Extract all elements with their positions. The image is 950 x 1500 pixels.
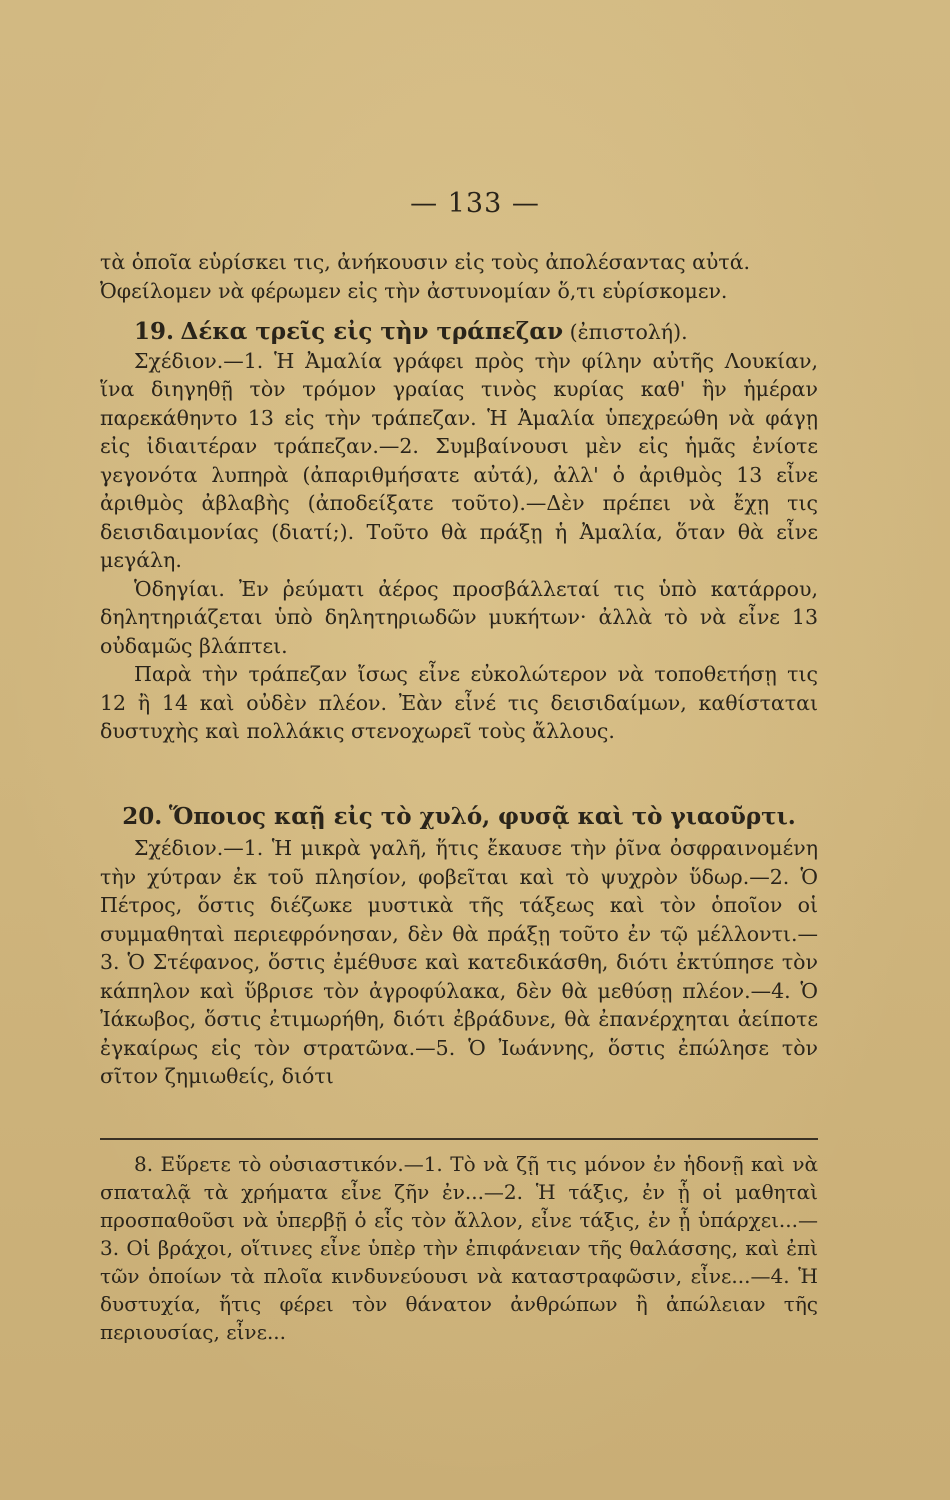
section-20-title: Ὅποιος καῇ εἰς τὸ χυλό, φυσᾷ καὶ τὸ γιαοῦρτι.	[168, 803, 796, 830]
section-19-remark: Παρὰ τὴν τράπεζαν ἴσως εἶνε εὐκολώτερον νὰ τοποθετήσῃ τις 12 ἢ 14 καὶ οὐδὲν πλέον. Ἐὰν εἶνέ τις δεισιδαίμων, καθίσταται δυστυχὴς καὶ πολλάκις στενοχωρεῖ τοὺς ἄλλους.	[100, 662, 818, 743]
intro-text	[100, 248, 818, 305]
page-number: — 133 —	[410, 188, 540, 219]
intro-line-2: Ὀφείλομεν νὰ φέρωμεν εἰς τὴν ἀστυνομίαν ὅ,τι εὑρίσκομεν.	[100, 278, 728, 303]
footnote-divider	[100, 1138, 818, 1140]
section-19-directions: Ὁδηγίαι. Ἐν ῥεύματι ἀέρος προσβάλλεταί τις ὑπὸ κατάρρου, δηλητηριάζεται ὑπὸ δηλητηριωδῶν μυκήτων· ἀλλὰ τὸ νὰ εἶνε 13 οὐδαμῶς βλάπτει.	[100, 576, 818, 658]
section-20	[100, 800, 818, 1091]
section-19-number: 19.	[134, 318, 175, 345]
section-19-title: Δέκα τρεῖς εἰς τὴν τράπεζαν	[180, 318, 564, 345]
footnote	[100, 1150, 818, 1346]
section-19	[100, 318, 818, 746]
footnote-text: 8. Εὕρετε τὸ οὐσιαστικόν.—1. Τὸ νὰ ζῇ τις μόνον ἐν ἡδονῇ καὶ νὰ σπαταλᾷ τὰ χρήματα εἶνε ζῆν ἐν...—2. Ἡ τάξις, ἐν ᾗ οἱ μαθηταὶ προσπαθοῦσι νὰ ὑπερβῇ ὁ εἷς τὸν ἄλλον, εἶνε τάξις, ἐν ᾗ ὑπάρχει...—3. Οἱ βράχοι, οἵτινες εἶνε ὑπὲρ τὴν ἐπιφάνειαν τῆς θαλάσσης, καὶ ἐπὶ τῶν ὁποίων τὰ πλοῖα κινδυνεύουσι νὰ καταστραφῶσιν, εἶνε...—4. Ἡ δυστυχία, ἥτις φέρει τὸν θάνατον ἀνθρώπων ἢ ἀπώλειαν τῆς περιουσίας, εἶνε...	[100, 1152, 818, 1344]
section-19-heading	[100, 318, 818, 347]
section-19-sketch: Σχέδιον.—1. Ἡ Ἀμαλία γράφει πρὸς τὴν φίλην αὐτῆς Λουκίαν, ἵνα διηγηθῇ τὸν τρόμον γραίας τινὸς κυρίας καθ' ἣν ἡμέραν παρεκάθηντο 13 εἰς τὴν τράπεζαν. Ἡ Ἀμαλία ὑπεχρεώθη νὰ φάγῃ εἰς ἰδιαιτέραν τράπεζαν.—2. Συμβαίνουσι μὲν εἰς ἡμᾶς ἐνίοτε γεγονότα λυπηρὰ (ἀπαριθμήσατε αὐτά), ἀλλ' ὁ ἀριθμὸς 13 εἶνε ἀριθμὸς ἀβλαβὴς (ἀποδείξατε τοῦτο).—Δὲν πρέπει νὰ ἔχῃ τις δεισιδαιμονίας (διατί;). Τοῦτο θὰ πράξῃ ἡ Ἀμαλία, ὅταν θὰ εἶνε μεγάλη.	[100, 348, 818, 572]
intro-line-1: τὰ ὁποῖα εὑρίσκει τις, ἀνήκουσιν εἰς τοὺς ἀπολέσαντας αὐτά.	[100, 250, 751, 274]
section-19-subtitle: (ἐπιστολή).	[569, 320, 688, 344]
section-20-number: 20.	[122, 803, 163, 830]
section-20-sketch: Σχέδιον.—1. Ἡ μικρὰ γαλῆ, ἥτις ἔκαυσε τὴν ῥῖνα ὀσφραινομένη τὴν χύτραν ἐκ τοῦ πλησίον, φοβεῖται καὶ τὸ ψυχρὸν ὕδωρ.—2. Ὁ Πέτρος, ὅστις διέζωκε μυστικὰ τῆς τάξεως καὶ τὸν ὁποῖον οἱ συμμαθηταὶ περιεφρόνησαν, δὲν θὰ πράξῃ τοῦτο ἐν τῷ μέλλοντι.—3. Ὁ Στέφανος, ὅστις ἐμέθυσε καὶ κατεδικάσθη, διότι ἐκτύπησε τὸν κάπηλον καὶ ὕβρισε τὸν ἀγροφύλακα, δὲν θὰ μεθύσῃ πλέον.—4. Ὁ Ἰάκωβος, ὅστις ἐτιμωρήθη, διότι ἐβράδυνε, θὰ ἐπανέρχηται ἀείποτε ἐγκαίρως εἰς τὸν στρατῶνα.—5. Ὁ Ἰωάννης, ὅστις ἐπώλησε τὸν σῖτον ζημιωθείς, διότι	[100, 836, 818, 1088]
section-20-heading	[100, 800, 818, 834]
